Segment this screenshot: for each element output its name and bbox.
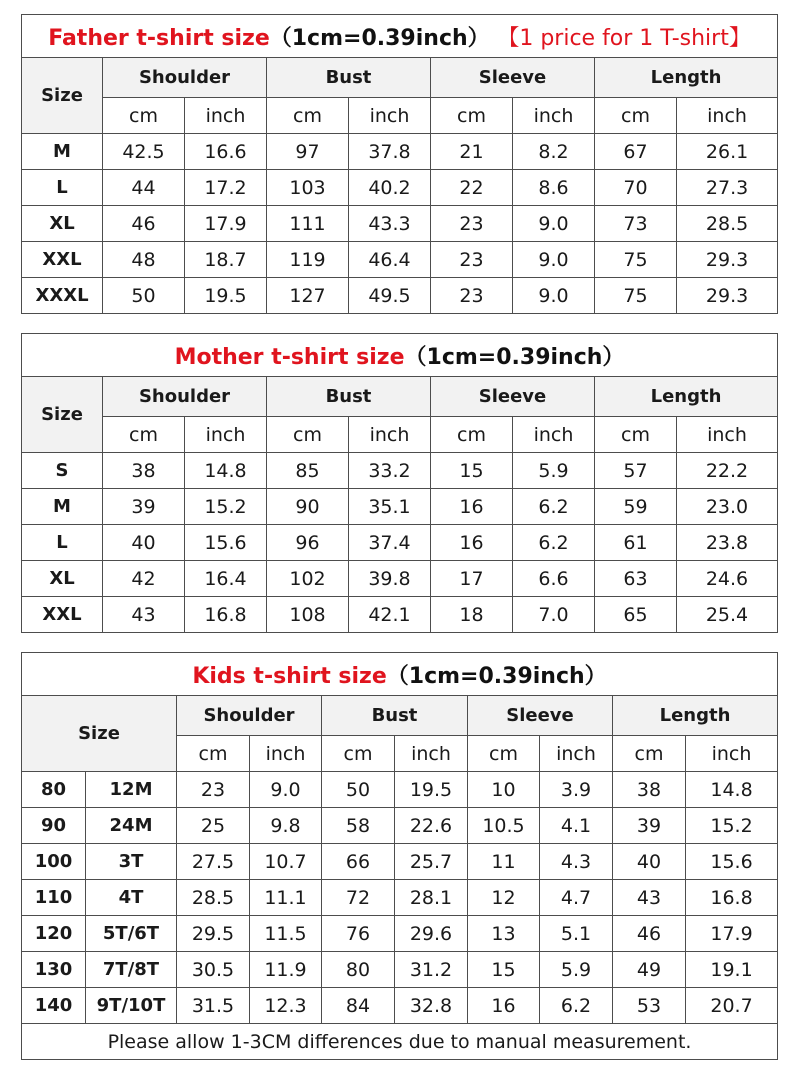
measurement-cell: 4.1 <box>540 808 613 844</box>
kid-height-cell: 110 <box>22 880 86 916</box>
measurement-cell: 27.3 <box>677 170 778 206</box>
measurement-cell: 15 <box>468 952 540 988</box>
measurement-cell: 6.2 <box>540 988 613 1024</box>
unit-label: inch <box>185 417 267 453</box>
measurement-cell: 6.6 <box>513 561 595 597</box>
mother-col-bust: Bust <box>267 377 431 417</box>
measurement-cell: 111 <box>267 206 349 242</box>
father-col-bust: Bust <box>267 58 431 98</box>
measurement-cell: 17.9 <box>185 206 267 242</box>
kid-height-cell: 100 <box>22 844 86 880</box>
kid-height-cell: 90 <box>22 808 86 844</box>
size-cell: L <box>22 525 103 561</box>
unit-label: cm <box>177 736 250 772</box>
table-row <box>22 808 778 844</box>
kid-height-cell: 140 <box>22 988 86 1024</box>
measurement-cell: 76 <box>322 916 395 952</box>
measurement-cell: 15.6 <box>185 525 267 561</box>
size-cell: 9T/10T <box>86 988 177 1024</box>
measurement-cell: 15.2 <box>185 489 267 525</box>
measurement-cell: 25.4 <box>677 597 778 633</box>
measurement-cell: 23.8 <box>677 525 778 561</box>
measurement-cell: 53 <box>613 988 686 1024</box>
unit-label: inch <box>677 98 778 134</box>
measurement-cell: 80 <box>322 952 395 988</box>
measurement-cell: 46 <box>613 916 686 952</box>
measurement-cell: 66 <box>322 844 395 880</box>
measurement-cell: 10.5 <box>468 808 540 844</box>
measurement-cell: 19.5 <box>395 772 468 808</box>
size-cell: XXL <box>22 597 103 633</box>
father-header-row <box>22 58 778 98</box>
measurement-cell: 63 <box>595 561 677 597</box>
size-cell: 5T/6T <box>86 916 177 952</box>
unit-label: inch <box>395 736 468 772</box>
measurement-cell: 29.3 <box>677 278 778 314</box>
table-row <box>22 844 778 880</box>
measurement-cell: 23 <box>431 242 513 278</box>
father-price-note: 【1 price for 1 T-shirt】 <box>497 25 751 51</box>
measurement-cell: 4.7 <box>540 880 613 916</box>
measurement-cell: 28.5 <box>177 880 250 916</box>
measurement-cell: 5.9 <box>540 952 613 988</box>
unit-label: cm <box>103 98 185 134</box>
size-cell: 7T/8T <box>86 952 177 988</box>
table-row <box>22 561 778 597</box>
measurement-cell: 42.5 <box>103 134 185 170</box>
table-row <box>22 242 778 278</box>
unit-label: cm <box>267 417 349 453</box>
mother-title-row <box>22 334 778 377</box>
measurement-cell: 6.2 <box>513 525 595 561</box>
measurement-cell: 29.5 <box>177 916 250 952</box>
measurement-cell: 20.7 <box>686 988 778 1024</box>
measurement-cell: 11 <box>468 844 540 880</box>
measurement-cell: 49.5 <box>349 278 431 314</box>
measurement-cell: 17.9 <box>686 916 778 952</box>
measurement-cell: 26.1 <box>677 134 778 170</box>
table-row <box>22 916 778 952</box>
measurement-cell: 22.2 <box>677 453 778 489</box>
measurement-cell: 16 <box>468 988 540 1024</box>
unit-label: cm <box>431 98 513 134</box>
measurement-cell: 42.1 <box>349 597 431 633</box>
mother-title-text: Mother t-shirt size <box>174 344 405 370</box>
measurement-cell: 17.2 <box>185 170 267 206</box>
measurement-cell: 14.8 <box>185 453 267 489</box>
measurement-cell: 39.8 <box>349 561 431 597</box>
measurement-cell: 25 <box>177 808 250 844</box>
mother-size-table <box>21 333 778 633</box>
measurement-cell: 16 <box>431 489 513 525</box>
measurement-cell: 38 <box>103 453 185 489</box>
measurement-cell: 27.5 <box>177 844 250 880</box>
measurement-cell: 8.2 <box>513 134 595 170</box>
measurement-cell: 40 <box>103 525 185 561</box>
kids-col-shoulder: Shoulder <box>177 696 322 736</box>
measurement-cell: 23 <box>431 278 513 314</box>
measurement-cell: 15 <box>431 453 513 489</box>
measurement-cell: 12 <box>468 880 540 916</box>
measurement-cell: 23 <box>177 772 250 808</box>
mother-col-sleeve: Sleeve <box>431 377 595 417</box>
kids-conversion: （1cm=0.39inch） <box>386 663 607 689</box>
measurement-cell: 14.8 <box>686 772 778 808</box>
unit-label: cm <box>595 98 677 134</box>
size-cell: M <box>22 134 103 170</box>
size-cell: XL <box>22 561 103 597</box>
measurement-cell: 127 <box>267 278 349 314</box>
measurement-cell: 9.0 <box>513 206 595 242</box>
measurement-cell: 10.7 <box>250 844 322 880</box>
measurement-cell: 8.6 <box>513 170 595 206</box>
table-row <box>22 597 778 633</box>
measurement-cell: 10 <box>468 772 540 808</box>
measurement-cell: 67 <box>595 134 677 170</box>
unit-label: inch <box>686 736 778 772</box>
mother-unit-row <box>22 417 778 453</box>
table-row <box>22 988 778 1024</box>
unit-label: inch <box>349 98 431 134</box>
father-unit-row <box>22 98 778 134</box>
unit-label: cm <box>468 736 540 772</box>
unit-label: inch <box>185 98 267 134</box>
measurement-cell: 9.8 <box>250 808 322 844</box>
measurement-cell: 119 <box>267 242 349 278</box>
measurement-cell: 6.2 <box>513 489 595 525</box>
kids-title-row <box>22 653 778 696</box>
mother-col-length: Length <box>595 377 778 417</box>
kids-title-text: Kids t-shirt size <box>192 663 387 689</box>
measurement-cell: 16.4 <box>185 561 267 597</box>
measurement-cell: 31.5 <box>177 988 250 1024</box>
table-row <box>22 880 778 916</box>
table-row <box>22 453 778 489</box>
measurement-cell: 16.6 <box>185 134 267 170</box>
father-col-length: Length <box>595 58 778 98</box>
kids-header-row <box>22 696 778 736</box>
measurement-cell: 11.1 <box>250 880 322 916</box>
measurement-cell: 90 <box>267 489 349 525</box>
measurement-cell: 50 <box>322 772 395 808</box>
measurement-cell: 32.8 <box>395 988 468 1024</box>
measurement-cell: 9.0 <box>250 772 322 808</box>
measurement-cell: 38 <box>613 772 686 808</box>
mother-body <box>22 453 778 633</box>
table-row <box>22 772 778 808</box>
father-body <box>22 134 778 314</box>
father-size-table <box>21 14 778 314</box>
measurement-cell: 29.6 <box>395 916 468 952</box>
kids-body <box>22 772 778 1024</box>
measurement-cell: 16.8 <box>686 880 778 916</box>
measurement-cell: 4.3 <box>540 844 613 880</box>
measurement-cell: 84 <box>322 988 395 1024</box>
measurement-cell: 44 <box>103 170 185 206</box>
unit-label: cm <box>322 736 395 772</box>
measurement-cell: 43.3 <box>349 206 431 242</box>
measurement-cell: 37.8 <box>349 134 431 170</box>
measurement-cell: 9.0 <box>513 242 595 278</box>
unit-label: inch <box>349 417 431 453</box>
measurement-cell: 23.0 <box>677 489 778 525</box>
size-cell: XXL <box>22 242 103 278</box>
measurement-cell: 3.9 <box>540 772 613 808</box>
measurement-cell: 49 <box>613 952 686 988</box>
measurement-cell: 29.3 <box>677 242 778 278</box>
measurement-cell: 48 <box>103 242 185 278</box>
mother-title <box>22 334 778 377</box>
measurement-cell: 65 <box>595 597 677 633</box>
size-cell: 3T <box>86 844 177 880</box>
mother-conversion: （1cm=0.39inch） <box>404 344 625 370</box>
measurement-cell: 33.2 <box>349 453 431 489</box>
father-title-row <box>22 15 778 58</box>
measurement-cell: 24.6 <box>677 561 778 597</box>
measurement-cell: 73 <box>595 206 677 242</box>
kids-col-bust: Bust <box>322 696 468 736</box>
unit-label: cm <box>431 417 513 453</box>
mother-col-shoulder: Shoulder <box>103 377 267 417</box>
measurement-cell: 108 <box>267 597 349 633</box>
mother-size-header: Size <box>22 377 103 453</box>
measurement-cell: 22.6 <box>395 808 468 844</box>
measurement-cell: 97 <box>267 134 349 170</box>
measurement-cell: 40 <box>613 844 686 880</box>
measurement-cell: 28.5 <box>677 206 778 242</box>
measurement-cell: 37.4 <box>349 525 431 561</box>
table-row <box>22 489 778 525</box>
measurement-cell: 85 <box>267 453 349 489</box>
unit-label: inch <box>513 98 595 134</box>
measurement-cell: 11.9 <box>250 952 322 988</box>
unit-label: cm <box>613 736 686 772</box>
measurement-cell: 50 <box>103 278 185 314</box>
mother-header-row <box>22 377 778 417</box>
measurement-cell: 57 <box>595 453 677 489</box>
kids-col-sleeve: Sleeve <box>468 696 613 736</box>
measurement-cell: 70 <box>595 170 677 206</box>
unit-label: inch <box>540 736 613 772</box>
table-row <box>22 525 778 561</box>
kid-height-cell: 80 <box>22 772 86 808</box>
table-row <box>22 134 778 170</box>
measurement-cell: 19.5 <box>185 278 267 314</box>
measurement-cell: 40.2 <box>349 170 431 206</box>
unit-label: inch <box>677 417 778 453</box>
father-title <box>22 15 778 58</box>
measurement-cell: 28.1 <box>395 880 468 916</box>
kids-size-header: Size <box>22 696 177 772</box>
unit-label: cm <box>267 98 349 134</box>
father-size-header: Size <box>22 58 103 134</box>
size-cell: 24M <box>86 808 177 844</box>
measurement-cell: 61 <box>595 525 677 561</box>
measurement-cell: 21 <box>431 134 513 170</box>
size-cell: 4T <box>86 880 177 916</box>
kids-title <box>22 653 778 696</box>
measurement-cell: 7.0 <box>513 597 595 633</box>
measurement-cell: 15.6 <box>686 844 778 880</box>
measurement-cell: 25.7 <box>395 844 468 880</box>
measurement-cell: 59 <box>595 489 677 525</box>
measurement-cell: 72 <box>322 880 395 916</box>
measurement-cell: 5.9 <box>513 453 595 489</box>
measurement-cell: 43 <box>613 880 686 916</box>
unit-label: cm <box>103 417 185 453</box>
size-cell: S <box>22 453 103 489</box>
measurement-cell: 75 <box>595 242 677 278</box>
kids-footnote-row <box>22 1024 778 1060</box>
measurement-cell: 58 <box>322 808 395 844</box>
measurement-cell: 5.1 <box>540 916 613 952</box>
table-row <box>22 170 778 206</box>
measurement-cell: 42 <box>103 561 185 597</box>
measurement-cell: 46.4 <box>349 242 431 278</box>
measurement-cell: 46 <box>103 206 185 242</box>
measurement-cell: 15.2 <box>686 808 778 844</box>
measurement-cell: 23 <box>431 206 513 242</box>
measurement-cell: 96 <box>267 525 349 561</box>
father-conversion: （1cm=0.39inch） <box>269 25 490 51</box>
measurement-cell: 39 <box>103 489 185 525</box>
measurement-cell: 16 <box>431 525 513 561</box>
measurement-cell: 22 <box>431 170 513 206</box>
unit-label: inch <box>513 417 595 453</box>
measurement-cell: 102 <box>267 561 349 597</box>
measurement-cell: 18 <box>431 597 513 633</box>
measurement-cell: 12.3 <box>250 988 322 1024</box>
table-row <box>22 206 778 242</box>
measurement-cell: 35.1 <box>349 489 431 525</box>
kid-height-cell: 120 <box>22 916 86 952</box>
measurement-cell: 11.5 <box>250 916 322 952</box>
unit-label: inch <box>250 736 322 772</box>
measurement-cell: 13 <box>468 916 540 952</box>
kids-col-length: Length <box>613 696 778 736</box>
measurement-note: Please allow 1-3CM differences due to manual measurement. <box>22 1024 778 1060</box>
measurement-cell: 17 <box>431 561 513 597</box>
table-row <box>22 278 778 314</box>
measurement-cell: 39 <box>613 808 686 844</box>
size-cell: L <box>22 170 103 206</box>
measurement-cell: 43 <box>103 597 185 633</box>
measurement-cell: 9.0 <box>513 278 595 314</box>
measurement-cell: 19.1 <box>686 952 778 988</box>
measurement-cell: 103 <box>267 170 349 206</box>
father-col-sleeve: Sleeve <box>431 58 595 98</box>
father-col-shoulder: Shoulder <box>103 58 267 98</box>
size-cell: XL <box>22 206 103 242</box>
kids-size-table <box>21 652 778 1060</box>
unit-label: cm <box>595 417 677 453</box>
size-cell: M <box>22 489 103 525</box>
measurement-cell: 30.5 <box>177 952 250 988</box>
size-cell: XXXL <box>22 278 103 314</box>
table-row <box>22 952 778 988</box>
size-cell: 12M <box>86 772 177 808</box>
kid-height-cell: 130 <box>22 952 86 988</box>
father-title-text: Father t-shirt size <box>48 25 270 51</box>
measurement-cell: 31.2 <box>395 952 468 988</box>
measurement-cell: 75 <box>595 278 677 314</box>
measurement-cell: 18.7 <box>185 242 267 278</box>
measurement-cell: 16.8 <box>185 597 267 633</box>
